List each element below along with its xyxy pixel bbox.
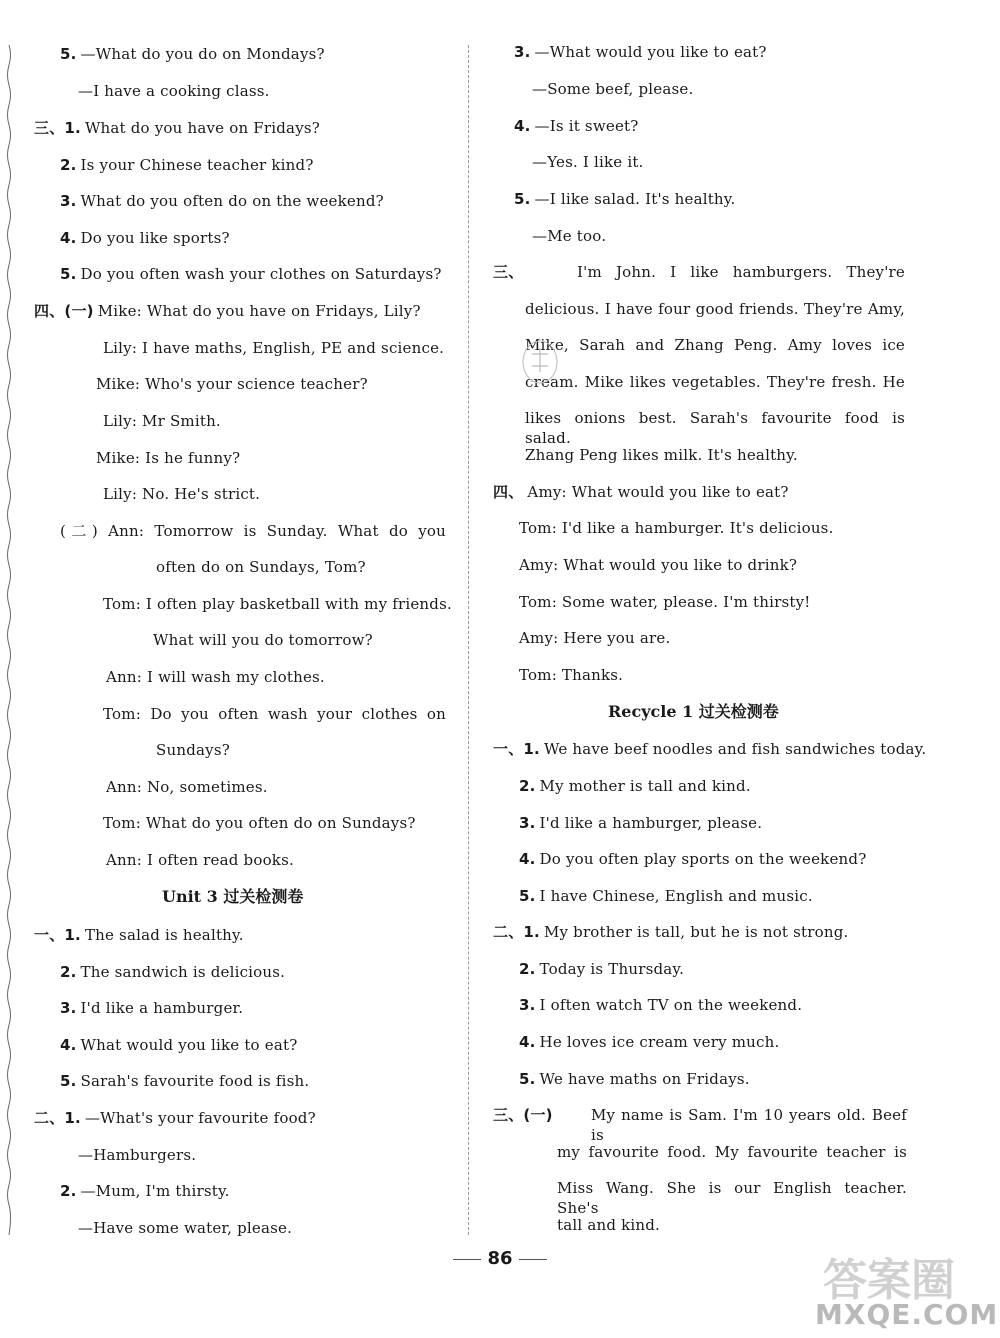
answer-line: [60, 521, 446, 541]
binding-edge-wavy-line: [5, 45, 13, 1235]
answer-line: [78, 1145, 196, 1165]
answer-line: [60, 1035, 297, 1055]
answer-line: [60, 44, 325, 64]
answer-text: Today is Thursday.: [539, 960, 685, 978]
answer-line: [532, 226, 606, 246]
answer-text: —What's your favourite food?: [84, 1109, 316, 1127]
answer-line: [493, 482, 789, 502]
answer-line: [493, 922, 848, 942]
answer-line: [519, 592, 811, 612]
answer-number: 3.: [514, 43, 531, 61]
answer-line: [493, 262, 905, 282]
answer-line: [34, 925, 244, 945]
watermark: [795, 1240, 999, 1335]
answer-text: Ann: I will wash my clothes.: [106, 668, 325, 686]
answer-line: [514, 42, 767, 62]
answer-line: [519, 886, 813, 906]
answer-text: Tom: What do you often do on Sundays?: [103, 814, 416, 832]
answer-number: 二、1.: [493, 923, 540, 941]
answer-text: —Yes. I like it.: [532, 153, 644, 171]
answer-line: [103, 411, 221, 431]
answer-text: cream. Mike likes vegetables. They're fresh. He: [525, 373, 905, 391]
answer-number: 3.: [519, 996, 536, 1014]
answer-number: 4.: [514, 117, 531, 135]
answer-line: [514, 116, 639, 136]
answer-line: [106, 777, 268, 797]
answer-text: We have maths on Fridays.: [539, 1070, 750, 1088]
answer-line: [60, 1071, 309, 1091]
answer-line: [156, 740, 230, 760]
answer-line: [519, 1069, 750, 1089]
answer-number: 2.: [60, 1182, 77, 1200]
answer-line: [103, 594, 452, 614]
column-divider: [468, 45, 470, 1235]
answer-line: [519, 1032, 779, 1052]
answer-line: [532, 79, 693, 99]
answer-line: [34, 1108, 316, 1128]
answer-line: [493, 1105, 907, 1145]
answer-line: [96, 448, 240, 468]
answer-line: [156, 557, 366, 577]
answer-text: My name is Sam. I'm 10 years old. Beef is: [591, 1106, 907, 1144]
answer-line: [519, 518, 834, 538]
answer-text: Sarah's favourite food is fish.: [80, 1072, 310, 1090]
answer-text: The sandwich is delicious.: [80, 963, 286, 981]
answer-text: —Mum, I'm thirsty.: [80, 1182, 230, 1200]
answer-line: [106, 850, 294, 870]
answer-text: —What would you like to eat?: [534, 43, 767, 61]
answer-line: [557, 1215, 660, 1235]
answer-text: often do on Sundays, Tom?: [156, 558, 366, 576]
answer-line: [519, 813, 762, 833]
answer-text: Zhang Peng likes milk. It's healthy.: [525, 446, 798, 464]
answer-number: 5.: [60, 265, 77, 283]
answer-line: [60, 191, 384, 211]
answer-line: [78, 1218, 292, 1238]
answer-number: 三、: [493, 263, 524, 281]
answer-text: likes onions best. Sarah's favourite food is salad.: [525, 409, 905, 447]
answer-number: 4.: [60, 229, 77, 247]
watermark-en: MXQE.COM: [815, 1298, 999, 1331]
watermark-cn: 答案圈: [823, 1255, 955, 1306]
answer-line: [525, 445, 798, 465]
answer-line: [519, 555, 797, 575]
answer-text: I'd like a hamburger.: [80, 999, 244, 1017]
answer-number: 5.: [514, 190, 531, 208]
answer-text: My mother is tall and kind.: [539, 777, 751, 795]
answer-text: —Hamburgers.: [78, 1146, 197, 1164]
answer-number: 2.: [519, 960, 536, 978]
answer-text: The salad is healthy.: [84, 926, 244, 944]
answer-number: 3.: [519, 814, 536, 832]
answer-number: 一、1.: [34, 926, 81, 944]
answer-text: Tom: I'd like a hamburger. It's delicious.: [519, 519, 834, 537]
answer-number: 5.: [60, 1072, 77, 1090]
answer-text: I often watch TV on the weekend.: [539, 996, 803, 1014]
answer-number: 2.: [519, 777, 536, 795]
answer-line: [519, 776, 751, 796]
answer-line: [60, 264, 442, 284]
answer-text: Amy: What would you like to drink?: [519, 556, 798, 574]
answer-text: Mike: Is he funny?: [96, 449, 241, 467]
answer-text: Mike: Who's your science teacher?: [96, 375, 368, 393]
answer-text: I'm John. I like hamburgers. They're: [577, 263, 905, 281]
answer-text: Ann: I often read books.: [106, 851, 294, 869]
answer-text: Amy: Here you are.: [519, 629, 671, 647]
answer-line: [557, 1142, 907, 1162]
section-heading-recycle1: Recycle 1 过关检测卷: [608, 702, 779, 721]
answer-line: [60, 1181, 230, 1201]
answer-line: [525, 408, 905, 448]
answer-line: [514, 189, 735, 209]
answer-text: —Some beef, please.: [532, 80, 694, 98]
answer-text: —Have some water, please.: [78, 1219, 293, 1237]
answer-line: [60, 228, 230, 248]
answer-text: Miss Wang. She is our English teacher. She's: [557, 1179, 907, 1217]
answer-line: [103, 484, 260, 504]
answer-text: Tom: I often play basketball with my friends.: [103, 595, 452, 613]
answer-text: Tom: Some water, please. I'm thirsty!: [519, 593, 811, 611]
answer-number: 三、(一): [493, 1106, 553, 1124]
answer-number: 2.: [60, 156, 77, 174]
answer-text: I'd like a hamburger, please.: [539, 814, 763, 832]
answer-number: 四、(一): [34, 302, 94, 320]
answer-line: [60, 998, 243, 1018]
answer-line: [103, 704, 446, 724]
answer-text: What will you do tomorrow?: [153, 631, 373, 649]
answer-text: —Is it sweet?: [534, 117, 639, 135]
answer-line: [60, 962, 285, 982]
answer-line: [532, 152, 644, 172]
answer-line: [78, 81, 270, 101]
answer-number: 5.: [519, 887, 536, 905]
page-number: [420, 1248, 580, 1269]
answer-text: my favourite food. My favourite teacher is: [557, 1143, 907, 1161]
answer-text: Amy: What would you like to eat?: [527, 483, 789, 501]
answer-number: 二、1.: [34, 1109, 81, 1127]
answer-number: 一、1.: [493, 740, 540, 758]
answer-text: What do you have on Fridays?: [84, 119, 321, 137]
answer-line: [103, 813, 416, 833]
answer-line: [519, 849, 866, 869]
answer-text: Tom: Do you often wash your clothes on: [103, 705, 446, 723]
answer-text: My brother is tall, but he is not strong.: [543, 923, 849, 941]
answer-text: We have beef noodles and fish sandwiches today.: [543, 740, 927, 758]
answer-text: Do you often wash your clothes on Saturdays?: [80, 265, 442, 283]
answer-line: [525, 372, 905, 392]
answer-text: Mike, Sarah and Zhang Peng. Amy loves ice: [525, 336, 905, 354]
answer-number: 3.: [60, 192, 77, 210]
answer-number: 5.: [519, 1070, 536, 1088]
answer-text: Do you often play sports on the weekend?: [539, 850, 867, 868]
answer-text: Tom: Thanks.: [519, 666, 624, 684]
answer-line: [525, 299, 905, 319]
stamp-mark: [520, 338, 560, 386]
answer-number: 5.: [60, 45, 77, 63]
answer-line: [519, 665, 623, 685]
answer-line: [60, 155, 314, 175]
answer-line: [525, 335, 905, 355]
answer-line: [34, 301, 421, 321]
answer-number: 4.: [519, 1033, 536, 1051]
answer-text: What do you often do on the weekend?: [80, 192, 384, 210]
answer-number: 四、: [493, 483, 524, 501]
answer-text: Do you like sports?: [80, 229, 230, 247]
answer-text: Lily: Mr Smith.: [103, 412, 221, 430]
answer-line: [34, 118, 320, 138]
answer-text: —Me too.: [532, 227, 607, 245]
answer-text: Mike: What do you have on Fridays, Lily?: [97, 302, 421, 320]
answer-line: [493, 739, 926, 759]
answer-text: —I have a cooking class.: [78, 82, 270, 100]
answer-text: What would you like to eat?: [80, 1036, 298, 1054]
answer-line: [519, 959, 684, 979]
answer-line: [96, 374, 368, 394]
answer-text: —I like salad. It's healthy.: [534, 190, 736, 208]
answer-text: (二) Ann: Tomorrow is Sunday. What do you: [60, 522, 446, 540]
answer-line: [557, 1178, 907, 1218]
answer-text: —What do you do on Mondays?: [80, 45, 325, 63]
answer-line: [106, 667, 325, 687]
answer-text: Is your Chinese teacher kind?: [80, 156, 314, 174]
answer-text: delicious. I have four good friends. They're Amy,: [525, 300, 905, 318]
answer-text: Lily: No. He's strict.: [103, 485, 261, 503]
page-number-text: 86: [487, 1248, 513, 1269]
answer-line: [519, 995, 802, 1015]
answer-number: 4.: [60, 1036, 77, 1054]
answer-text: I have Chinese, English and music.: [539, 887, 813, 905]
section-heading-unit3: Unit 3 过关检测卷: [162, 887, 304, 906]
answer-number: 3.: [60, 999, 77, 1017]
answer-line: [519, 628, 670, 648]
answer-line: [153, 630, 373, 650]
answer-text: Lily: I have maths, English, PE and science.: [103, 339, 445, 357]
answer-text: Sundays?: [156, 741, 230, 759]
answer-number: 4.: [519, 850, 536, 868]
answer-number: 2.: [60, 963, 77, 981]
answer-text: He loves ice cream very much.: [539, 1033, 780, 1051]
answer-number: 三、1.: [34, 119, 81, 137]
answer-text: Ann: No, sometimes.: [106, 778, 268, 796]
answer-line: [103, 338, 444, 358]
answer-text: tall and kind.: [557, 1216, 661, 1234]
